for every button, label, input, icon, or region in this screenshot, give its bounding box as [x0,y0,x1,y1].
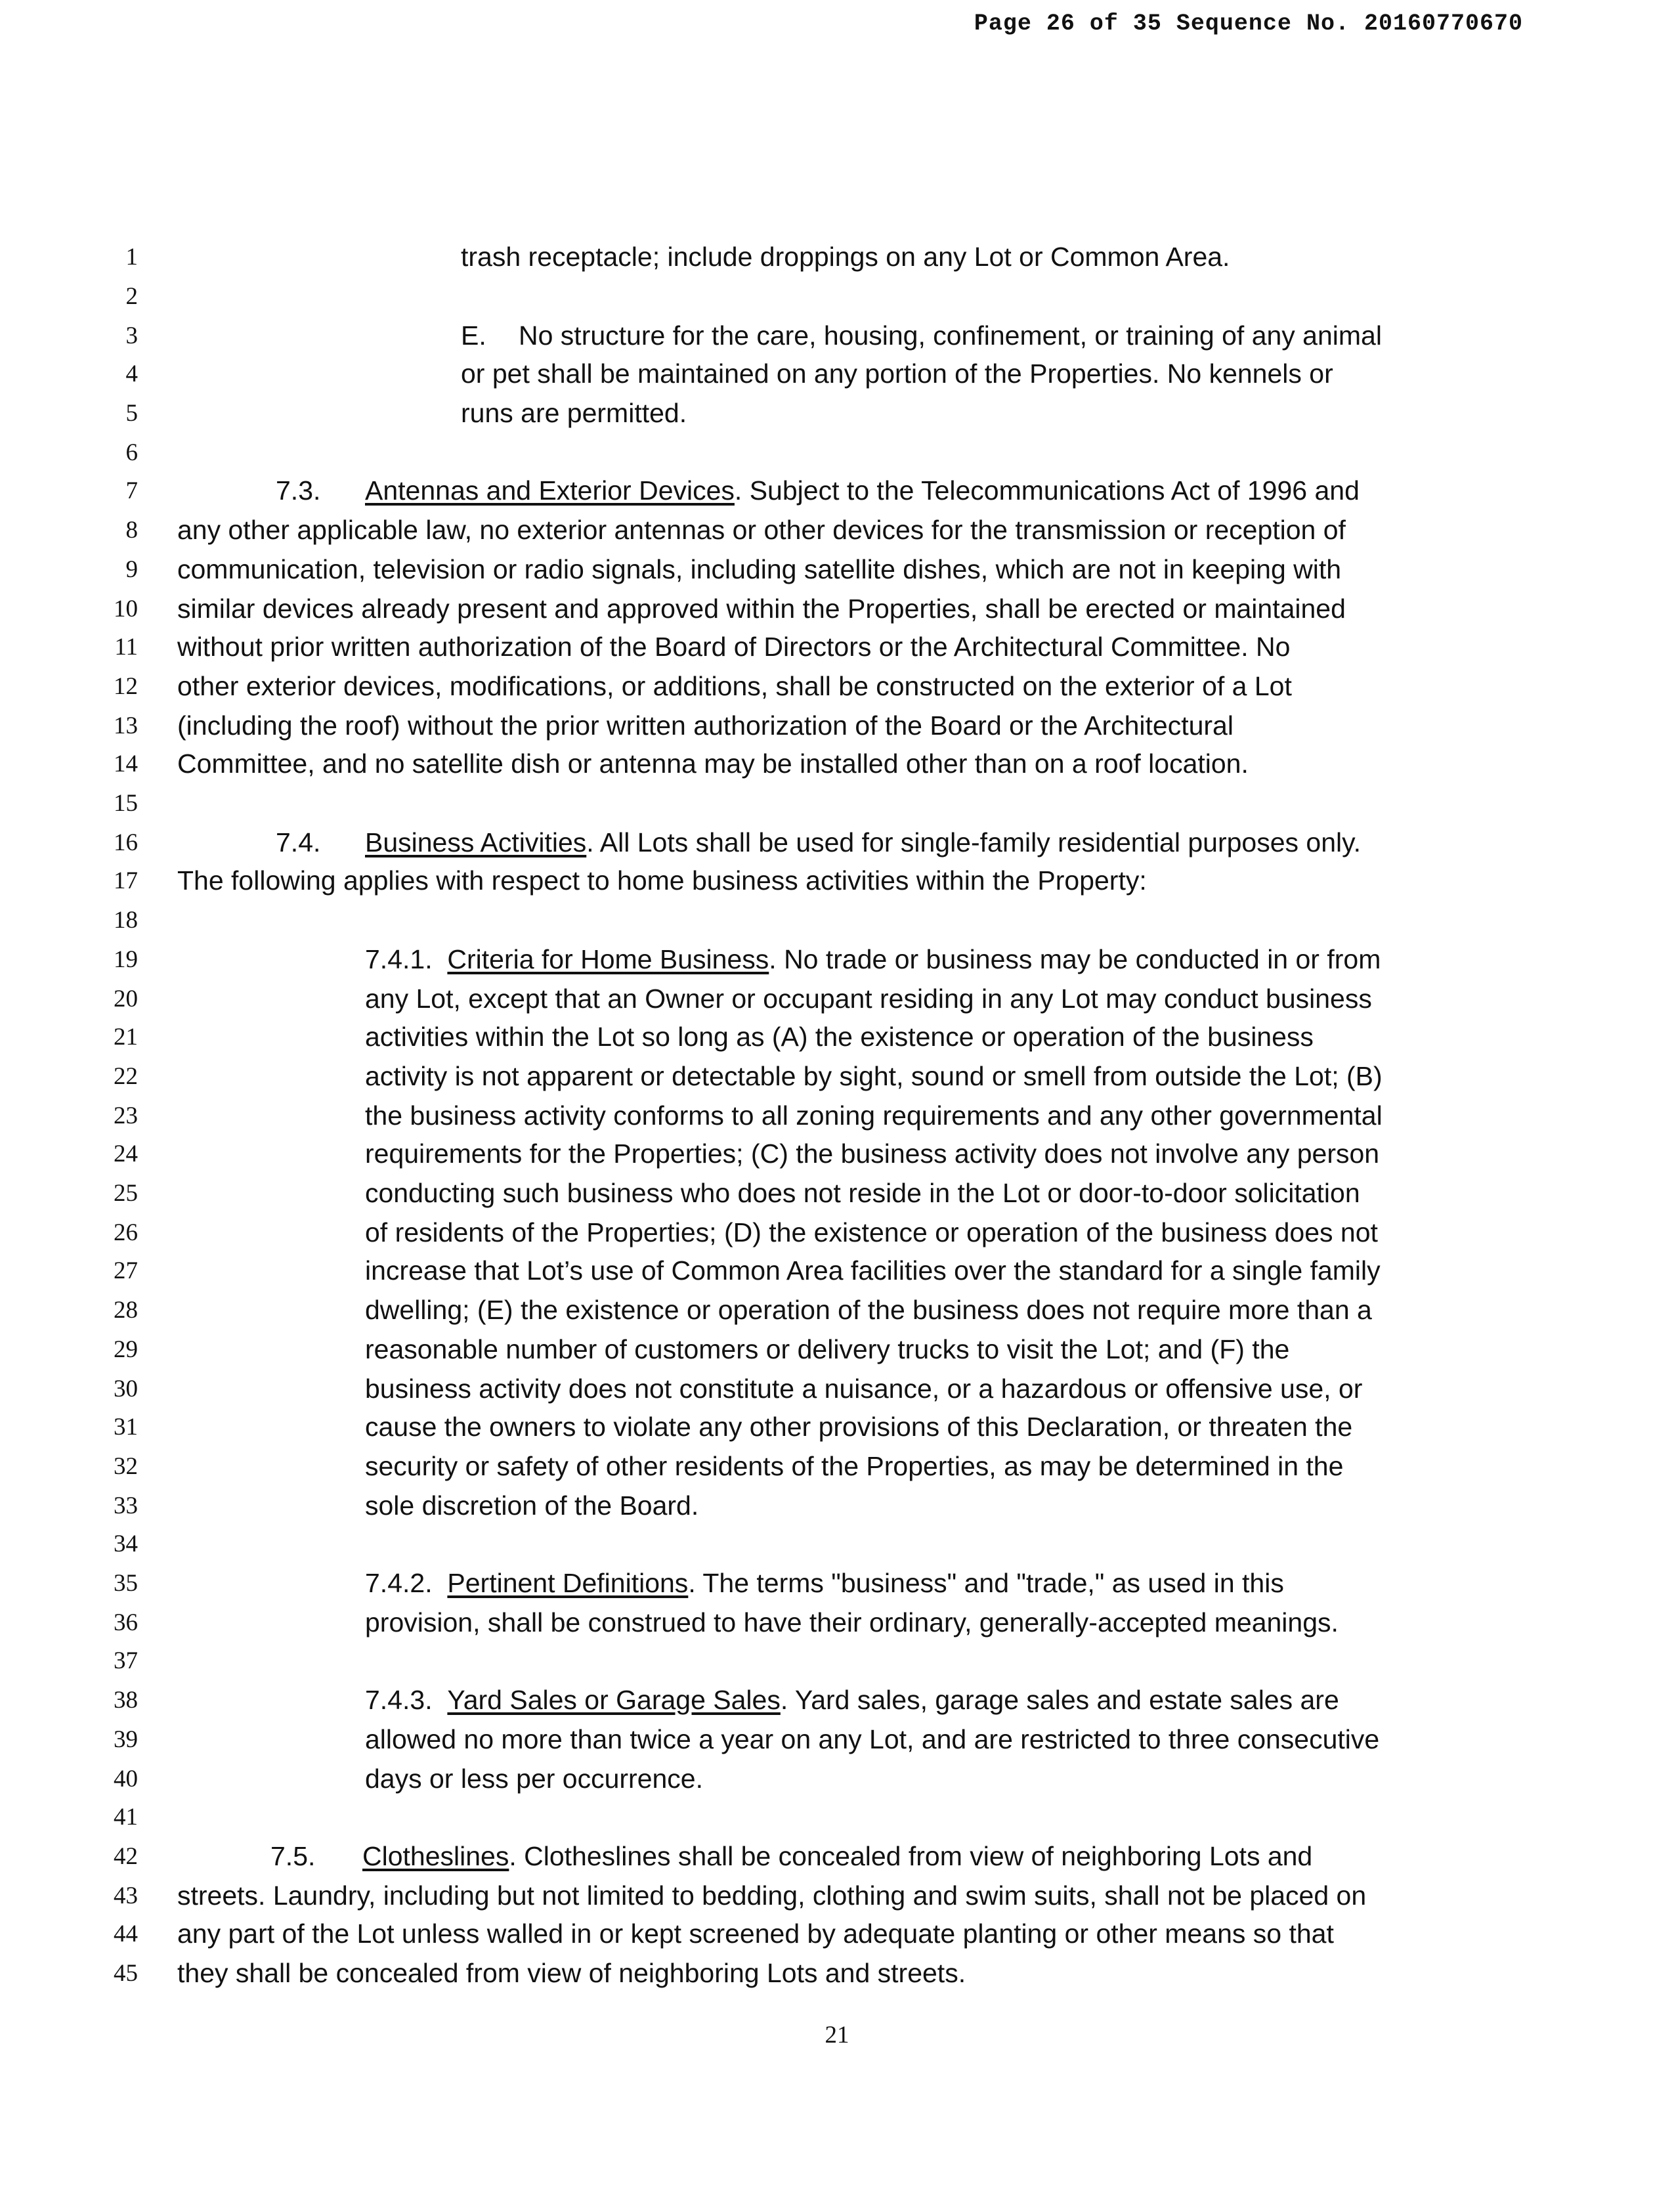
line-number: 42 [114,1843,138,1870]
line-number: 29 [114,1336,138,1363]
line-number: 25 [114,1180,138,1207]
item-d-end-line: trash receptacle; include droppings on any Lot or Common Area. [461,242,1230,272]
body-line: the business activity conforms to all zoning requirements and any other governmental [365,1100,1383,1131]
section-title: Criteria for Home Business [447,944,769,974]
line-number: 24 [114,1140,138,1167]
line-number: 12 [114,673,138,700]
body-line: Committee, and no satellite dish or antenna may be installed other than on a roof location. [177,748,1249,779]
section-7-3-first-line [365,477,1360,504]
line-number: 16 [114,829,138,856]
line-number: 1 [125,244,138,271]
body-line: cause the owners to violate any other provisions of this Declaration, or threaten the [365,1412,1353,1442]
line-number: 31 [114,1414,138,1441]
body-line: days or less per occurrence. [365,1764,704,1794]
line-number: 33 [114,1492,138,1519]
line-number: 11 [114,634,138,661]
line-number: 8 [125,517,138,544]
body-line: without prior written authorization of the Board of Directors or the Architectural Committee. No [177,632,1291,662]
body-line: reasonable number of customers or delivery trucks to visit the Lot; and (F) the [365,1334,1290,1364]
section-number: 7.4.2. [365,1568,433,1598]
line-number: 5 [125,400,138,427]
body-line: dwelling; (E) the existence or operation of the business does not require more than a [365,1295,1372,1325]
line-number: 44 [114,1920,138,1947]
body-line: any Lot, except that an Owner or occupant residing in any Lot may conduct business [365,984,1372,1014]
line-number: 38 [114,1687,138,1714]
line-number: 9 [125,556,138,583]
item-e-line: No structure for the care, housing, confinement, or training of any animal [519,320,1382,351]
line-number: 19 [114,946,138,973]
item-e-label: E. [461,320,486,351]
line-number: 2 [125,283,138,310]
line-number: 18 [114,907,138,934]
body-line: communication, television or radio signals, including satellite dishes, which are not in keeping with [177,554,1342,584]
line-number: 23 [114,1102,138,1129]
line-number: 21 [114,1024,138,1051]
section-number: 7.4. [276,827,321,857]
line-number: 20 [114,986,138,1012]
section-title: Yard Sales or Garage Sales [447,1685,781,1715]
section-title: Antennas and Exterior Devices [365,475,735,506]
line-number: 17 [114,867,138,894]
line-number: 40 [114,1766,138,1792]
line-number: 37 [114,1647,138,1674]
line-number: 4 [125,360,138,387]
line-number: 6 [125,439,138,466]
body-line: allowed no more than twice a year on any Lot, and are restricted to three consecutive [365,1724,1380,1754]
body-line: (including the roof) without the prior written authorization of the Board or the Architectural [177,710,1234,741]
section-number: 7.4.1. [365,944,433,974]
body-line: activity is not apparent or detectable by sight, sound or smell from outside the Lot; (B) [365,1061,1383,1091]
body-line: requirements for the Properties; (C) the business activity does not involve any person [365,1139,1380,1169]
page-header: Page 26 of 35 Sequence No. 20160770670 [974,11,1523,37]
section-title: Business Activities [365,827,587,857]
line-number: 3 [125,322,138,349]
section-7-4-1-first-line [365,946,1381,973]
line-number: 30 [114,1376,138,1402]
body-line: they shall be concealed from view of neighboring Lots and streets. [177,1958,966,1988]
section-text: . All Lots shall be used for single-family residential purposes only. [586,827,1361,857]
section-7-4-2-first-line [365,1570,1284,1597]
line-number: 43 [114,1882,138,1909]
section-number: 7.4.3. [365,1685,433,1715]
section-text: . Subject to the Telecommunications Act of 1996 and [734,475,1360,506]
section-7-5-first-line [362,1843,1312,1870]
body-line: sole discretion of the Board. [365,1490,699,1521]
line-number: 14 [114,750,138,777]
body-line: similar devices already present and approved within the Properties, shall be erected or maintained [177,594,1346,624]
page-number: 21 [825,2022,849,2049]
section-7-4-3-first-line [365,1687,1339,1714]
section-title: Pertinent Definitions [447,1568,689,1598]
body-line: any other applicable law, no exterior antennas or other devices for the transmission or reception of [177,515,1346,545]
body-line: The following applies with respect to home business activities within the Property: [177,865,1147,896]
line-number: 15 [114,790,138,817]
line-number: 36 [114,1609,138,1636]
body-line: security or safety of other residents of the Properties, as may be determined in the [365,1451,1344,1481]
line-number: 45 [114,1960,138,1987]
section-text: . No trade or business may be conducted in or from [769,944,1381,974]
line-number: 32 [114,1453,138,1480]
line-number: 28 [114,1297,138,1324]
line-number: 10 [114,596,138,622]
body-line: other exterior devices, modifications, or additions, shall be constructed on the exterior of a Lot [177,671,1292,701]
line-number: 34 [114,1530,138,1557]
section-7-4-first-line [365,829,1361,856]
body-line: any part of the Lot unless walled in or kept screened by adequate planting or other means so that [177,1919,1334,1949]
body-line: provision, shall be construed to have their ordinary, generally-accepted meanings. [365,1607,1339,1637]
item-e-line: or pet shall be maintained on any portion of the Properties. No kennels or [461,358,1333,389]
section-number: 7.5. [270,1841,316,1871]
line-number: 41 [114,1804,138,1831]
line-number: 27 [114,1257,138,1284]
line-number: 39 [114,1726,138,1753]
body-line: business activity does not constitute a nuisance, or a hazardous or offensive use, or [365,1374,1363,1404]
body-line: activities within the Lot so long as (A) the existence or operation of the business [365,1022,1314,1052]
section-text: . The terms "business" and "trade," as used in this [688,1568,1284,1598]
body-line: of residents of the Properties; (D) the existence or operation of the business does not [365,1217,1378,1247]
line-number: 22 [114,1063,138,1090]
section-text: . Yard sales, garage sales and estate sales are [780,1685,1339,1715]
body-line: conducting such business who does not reside in the Lot or door-to-door solicitation [365,1178,1360,1208]
body-line: increase that Lot’s use of Common Area facilities over the standard for a single family [365,1255,1381,1286]
section-number: 7.3. [276,475,321,506]
item-e-line: runs are permitted. [461,398,687,428]
line-number: 26 [114,1219,138,1246]
body-line: streets. Laundry, including but not limited to bedding, clothing and swim suits, shall not be placed on [177,1880,1367,1911]
section-title: Clotheslines [362,1841,509,1871]
line-number: 13 [114,712,138,739]
line-number: 35 [114,1570,138,1597]
line-number: 7 [125,477,138,504]
section-text: . Clotheslines shall be concealed from view of neighboring Lots and [509,1841,1313,1871]
